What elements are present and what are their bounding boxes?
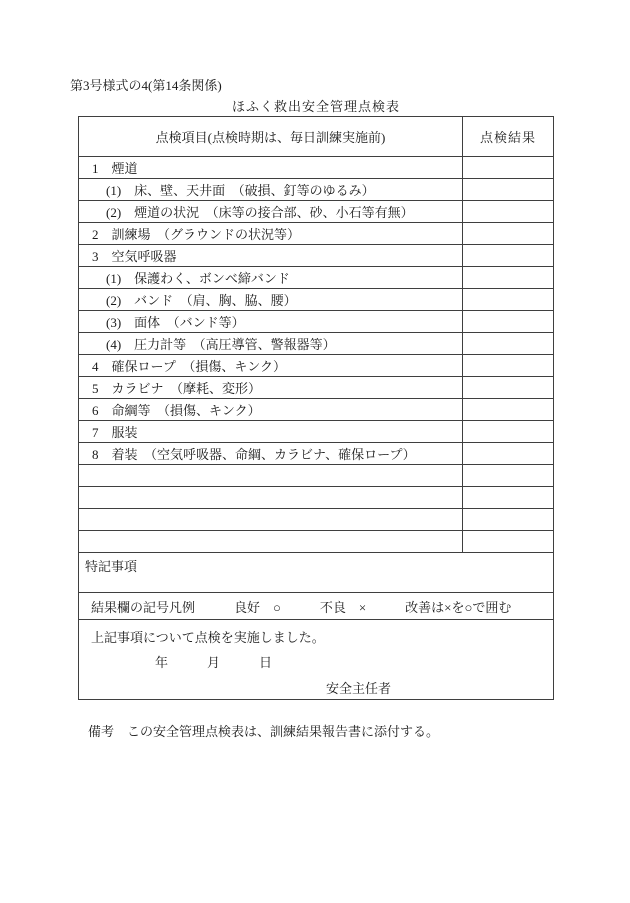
signature-cell — [79, 620, 554, 700]
bottom-section — [79, 553, 554, 700]
date-line: 年 月 日 — [155, 655, 273, 670]
result-cell — [463, 311, 554, 333]
item-text: (2) バンド （肩、胸、脇、腰） — [106, 293, 297, 308]
item-cell — [79, 465, 463, 487]
item-cell — [79, 245, 463, 267]
result-cell — [463, 443, 554, 465]
table-row — [79, 421, 554, 443]
item-text: 6 命綱等 （損傷、キンク） — [92, 403, 261, 418]
result-cell — [463, 465, 554, 487]
result-cell — [463, 509, 554, 531]
table-row — [79, 333, 554, 355]
item-text: 5 カラビナ （摩耗、変形） — [92, 381, 262, 396]
result-column-header: 点検結果 — [463, 117, 554, 157]
item-text: (1) 保護わく、ボンベ締バンド — [106, 271, 290, 286]
item-text: (1) 床、壁、天井面 （破損、釘等のゆるみ） — [106, 183, 375, 198]
table-row — [79, 443, 554, 465]
table-row — [79, 399, 554, 421]
table-row — [79, 267, 554, 289]
item-cell — [79, 267, 463, 289]
item-text: 2 訓練場 （グラウンドの状況等） — [92, 227, 301, 242]
result-cell — [463, 289, 554, 311]
item-cell — [79, 157, 463, 179]
table-row — [79, 377, 554, 399]
item-text: (4) 圧力計等 （高圧導管、警報器等） — [106, 337, 336, 352]
result-cell — [463, 377, 554, 399]
result-cell — [463, 421, 554, 443]
inspection-table — [78, 116, 554, 700]
table-row — [79, 487, 554, 509]
result-cell — [463, 333, 554, 355]
legend-cell: 結果欄の記号凡例 良好 ○ 不良 × 改善は×を○で囲む — [79, 593, 554, 620]
form-number: 第3号様式の4(第14条関係) — [70, 78, 222, 93]
table-row — [79, 223, 554, 245]
signature-row — [79, 620, 554, 700]
item-text: (3) 面体 （バンド等） — [106, 315, 245, 330]
item-cell — [79, 443, 463, 465]
table-row — [79, 245, 554, 267]
table-row — [79, 465, 554, 487]
item-column-header: 点検項目(点検時期は、毎日訓練実施前) — [79, 117, 463, 157]
result-cell — [463, 201, 554, 223]
result-cell — [463, 223, 554, 245]
item-text: 1 煙道 — [92, 161, 138, 176]
item-text: 7 服装 — [92, 425, 138, 440]
page-title: ほふく救出安全管理点検表 — [231, 99, 400, 114]
result-cell — [463, 531, 554, 553]
result-cell — [463, 487, 554, 509]
table-row — [79, 157, 554, 179]
table-row — [79, 201, 554, 223]
item-cell — [79, 179, 463, 201]
table-row — [79, 531, 554, 553]
item-cell — [79, 509, 463, 531]
item-cell — [79, 223, 463, 245]
item-cell — [79, 333, 463, 355]
item-cell — [79, 311, 463, 333]
result-cell — [463, 355, 554, 377]
header-row — [79, 117, 554, 157]
item-text: (2) 煙道の状況 （床等の接合部、砂、小石等有無） — [106, 205, 414, 220]
item-text: 3 空気呼吸器 — [92, 249, 177, 264]
table-row — [79, 355, 554, 377]
legend-row — [79, 593, 554, 620]
special-notes-row — [79, 553, 554, 593]
item-cell — [79, 355, 463, 377]
item-rows — [79, 157, 554, 553]
item-cell — [79, 531, 463, 553]
special-notes-cell: 特記事項 — [79, 553, 554, 593]
item-cell — [79, 377, 463, 399]
table-row — [79, 311, 554, 333]
remarks-note: 備考 この安全管理点検表は、訓練結果報告書に添付する。 — [88, 724, 440, 739]
result-cell — [463, 245, 554, 267]
item-text: 4 確保ロープ （損傷、キンク） — [92, 359, 286, 374]
result-cell — [463, 399, 554, 421]
table-row — [79, 509, 554, 531]
result-cell — [463, 267, 554, 289]
table-row — [79, 289, 554, 311]
item-text: 8 着装 （空気呼吸器、命綱、カラビナ、確保ロープ） — [92, 447, 416, 462]
result-cell — [463, 179, 554, 201]
item-cell — [79, 201, 463, 223]
result-cell — [463, 157, 554, 179]
item-cell — [79, 399, 463, 421]
item-cell — [79, 421, 463, 443]
inspection-statement: 上記事項について点検を実施しました。 — [91, 630, 325, 645]
signer-label: 安全主任者 — [326, 681, 392, 696]
table-row — [79, 179, 554, 201]
item-cell — [79, 487, 463, 509]
item-cell — [79, 289, 463, 311]
